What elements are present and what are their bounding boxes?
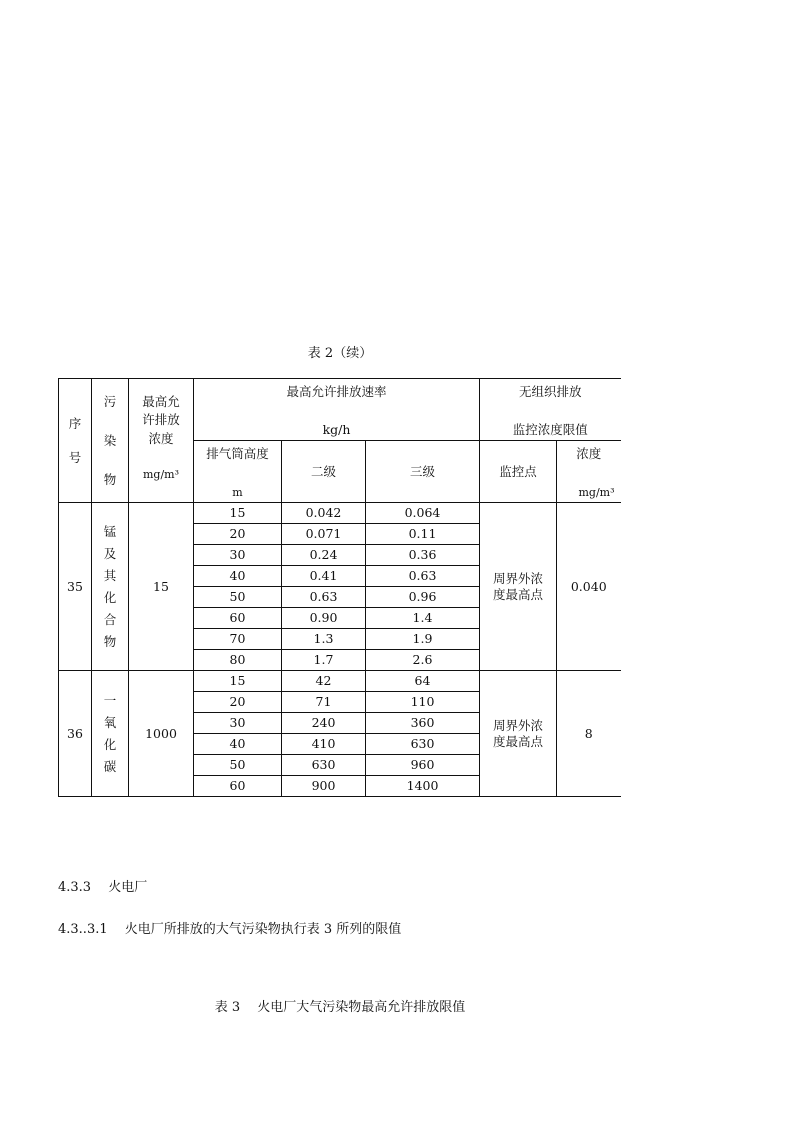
table-cell: 20 xyxy=(194,692,282,713)
table-cell: 410 xyxy=(282,734,366,755)
table-cell: 240 xyxy=(282,713,366,734)
header-stack-height: 排气筒高度 m xyxy=(194,441,282,503)
table-cell: 1.7 xyxy=(282,650,366,671)
table-cell: 20 xyxy=(194,524,282,545)
table-cell: 110 xyxy=(366,692,480,713)
table-cell: 960 xyxy=(366,755,480,776)
table-cell: 1400 xyxy=(366,776,480,797)
table-cell: 0.36 xyxy=(366,545,480,566)
table-cell: 630 xyxy=(366,734,480,755)
header-max-concentration: 最高允 许排放 浓度 mg/m³ xyxy=(129,379,194,503)
table-cell: 40 xyxy=(194,566,282,587)
group-seq: 36 xyxy=(59,671,92,797)
table-cell: 70 xyxy=(194,629,282,650)
group-monitor-point: 周界外浓 度最高点 xyxy=(480,503,557,671)
table-cell: 40 xyxy=(194,734,282,755)
header-concentration: 浓度 mg/m³ xyxy=(557,441,621,503)
header-seq: 序 号 xyxy=(59,379,92,503)
group-monitor-point: 周界外浓 度最高点 xyxy=(480,671,557,797)
table-cell: 0.064 xyxy=(366,503,480,524)
table-cell: 42 xyxy=(282,671,366,692)
table-cell: 1.4 xyxy=(366,608,480,629)
table-cell: 0.63 xyxy=(282,587,366,608)
table-cell: 0.63 xyxy=(366,566,480,587)
table-cell: 0.90 xyxy=(282,608,366,629)
table-cell: 1.3 xyxy=(282,629,366,650)
header-level3: 三级 xyxy=(366,441,480,503)
table-cell: 15 xyxy=(194,671,282,692)
header-level2: 二级 xyxy=(282,441,366,503)
table-cell: 1.9 xyxy=(366,629,480,650)
section-paragraph: 4.3..3.1 火电厂所排放的大气污染物执行表 3 所列的限值 xyxy=(58,922,402,937)
table-cell: 630 xyxy=(282,755,366,776)
table-cell: 64 xyxy=(366,671,480,692)
group-fugitive-concentration: 8 xyxy=(557,671,621,797)
group-max-concentration: 1000 xyxy=(129,671,194,797)
table-cell: 900 xyxy=(282,776,366,797)
group-pollutant-name: 锰 及 其 化 合 物 xyxy=(92,503,129,671)
table-cell: 30 xyxy=(194,545,282,566)
group-pollutant-name: 一 氧 化 碳 xyxy=(92,671,129,797)
section-heading: 4.3.3 火电厂 xyxy=(58,880,148,895)
table-cell: 30 xyxy=(194,713,282,734)
table-cell: 2.6 xyxy=(366,650,480,671)
table-cell: 71 xyxy=(282,692,366,713)
group-seq: 35 xyxy=(59,503,92,671)
table-3-caption: 表 3 火电厂大气污染物最高允许排放限值 xyxy=(214,1000,466,1015)
header-rate: 最高允许排放速率 kg/h xyxy=(194,379,480,441)
group-fugitive-concentration: 0.040 xyxy=(557,503,621,671)
table-cell: 360 xyxy=(366,713,480,734)
header-monitor-point: 监控点 xyxy=(480,441,557,503)
table-cell: 0.24 xyxy=(282,545,366,566)
group-max-concentration: 15 xyxy=(129,503,194,671)
table-cell: 60 xyxy=(194,608,282,629)
table-cell: 0.11 xyxy=(366,524,480,545)
table-cell: 0.96 xyxy=(366,587,480,608)
table-cell: 0.071 xyxy=(282,524,366,545)
table-cell: 50 xyxy=(194,755,282,776)
table-cell: 15 xyxy=(194,503,282,524)
header-pollutant: 污 染 物 xyxy=(92,379,129,503)
table-cell: 60 xyxy=(194,776,282,797)
header-fugitive: 无组织排放 监控浓度限值 xyxy=(480,379,621,441)
table-cell: 0.042 xyxy=(282,503,366,524)
table-cell: 0.41 xyxy=(282,566,366,587)
table-cell: 80 xyxy=(194,650,282,671)
table-cell: 50 xyxy=(194,587,282,608)
table-caption: 表 2（续） xyxy=(307,346,373,361)
emission-limits-table xyxy=(58,378,621,797)
